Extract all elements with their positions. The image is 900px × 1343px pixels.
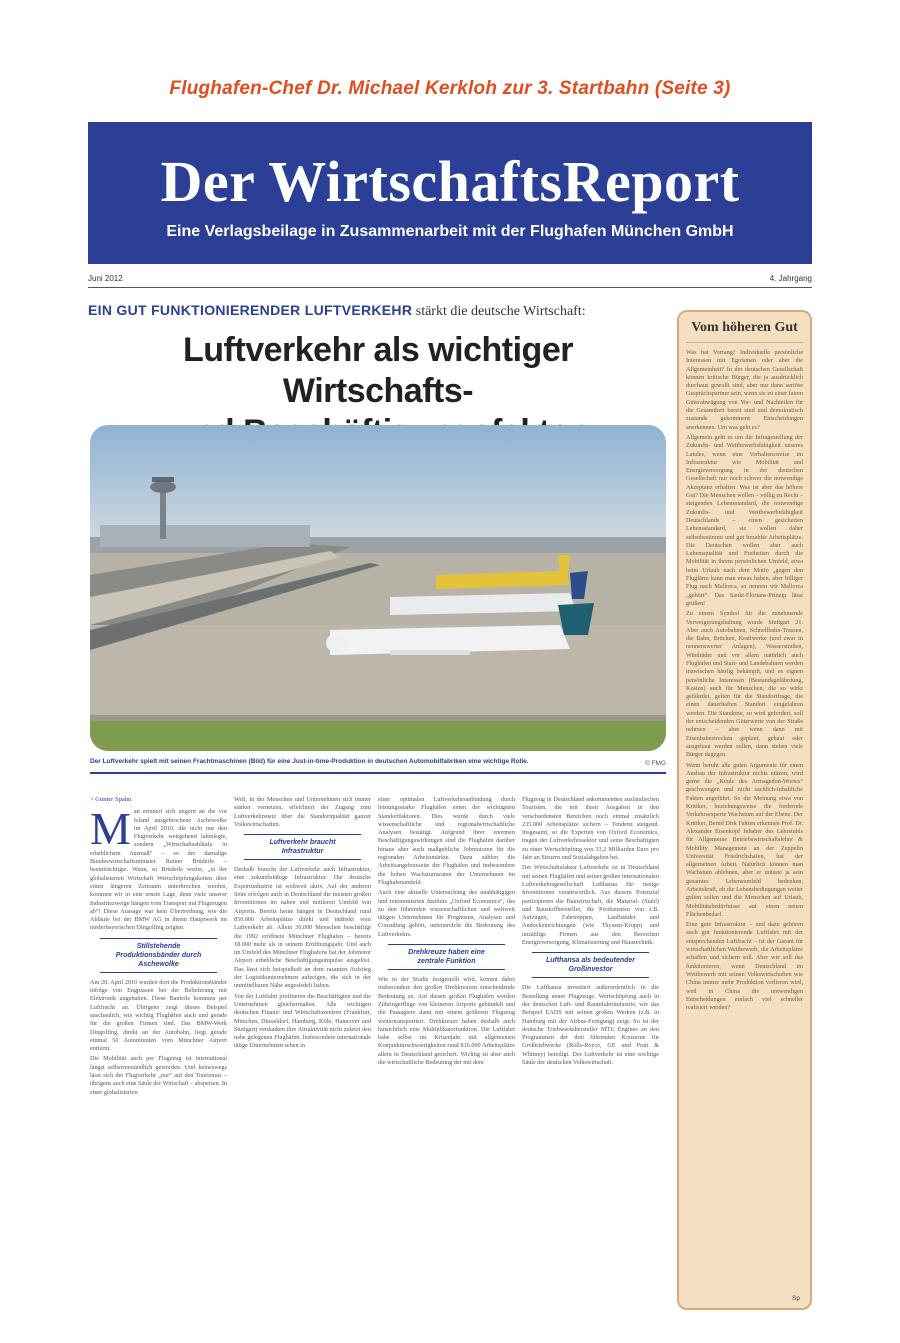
body-paragraph: einer optimalen Luftverkehrsanbindung durch leistungsstarke Flughäfen einen der wichtigsten Standortfaktoren. Dies wurde durch viele wissenschaftliche und regionalwirtschaftliche Analysen bestätigt. Aufgrund ihrer enormen Beschäftigungswirkungen sind die Flughäfen darüber hinaus aber auch maßgebliche Jobmotoren für die regionalen Arbeitsmärkte. Dazu zählen die Arbeitsangebotsseite der Flughäfen und insbesondere die hohen Wachstumsraten der Unternehmen im Flughafenumfeld. [378, 796, 515, 886]
issue-volume: 4. Jahrgang [769, 274, 812, 283]
masthead [88, 122, 812, 264]
sidebar-paragraph: Allgemein geht es um die Infragestellung der Zukunfts- und Wettbewerbsfähigkeit unseres Landes, wenn eine Verhaltensweise im Infrastruktur wie Mobilität und Energieversorgung in der deutschen Gesellschaft nur noch schwer die notwendige Akzeptanz erhalten. Was ist aber das höhere Gut? Die Menschen wollen – völlig zu Recht – steigenden Lebensstandard, die notwendige Zukunfts- und Wettbewerbsfähigkeit Deutschlands – einen gesicherten Lebensstandard, sie wollen daher selbstbestimmt und gut bezahlte Arbeitsplätze. Die Deutschen wollen aber auch Lebensqualität und Freiheiten durch die Mobilität in ihrem persönlichen Umfeld, etwa beim Urlaub nach dem Motto „gegen den Fluglärm kann man etwas haben, aber billiger Flug nach Mallorca, so nennen wir Mallorca „gehört“. Das Sankt-Florians-Prinzip lässt grüßen! [686, 433, 803, 607]
article-author: > Günter Spahn [90, 796, 132, 803]
newspaper-title: Der WirtschaftsReport [160, 149, 740, 214]
subhead-aschewolke: Stillstehende Produktionsbänder durch Aschewolke [100, 938, 217, 973]
sidebar-title: Vom höheren Gut [686, 320, 803, 343]
issue-line [88, 272, 812, 288]
lead-paragraph [90, 803, 227, 932]
body-paragraph: Welt, in der Menschen und Unternehmen sich immer stärker vernetzen, erleichtert der Zugang zum Luftverkehrsnetz über die Standortqualität ganzer Volkswirtschaften. [234, 796, 371, 828]
newspaper-subtitle: Eine Verlagsbeilage in Zusammenarbeit mit der Flughafen München GmbH [166, 223, 734, 240]
sidebar-paragraph: Wenn beruht alle guten Argumente für einen Ausbau der Infrastruktur nichts nützen, wird gerne die „Keule des Armagedon-Wortes“ geschwungen und nicht sachlich-inhaltliche Fakten angeführt. So die Meinung etwa von Kritiker, beziehungsweise die fordernde Verkehrsexperte Wachstum auf der Ebene. Der Kritiker, Bernd Dirk Fakten erkennen Prof. Dr. Alexander Eisenkopf Inhaber des Lehrstuhls für Allgemeine Betriebswirtschaftslehre & Mobility Management an der Zeppelin Universität Friedrichshafen, hat der allgemeinen Arbeit. Natürlich können man Wachstum ablehnen, aber er müsste ja sein gesamtes Lebensumfeld bedenken, Arbeitskraft, ob die Lebensbedingungen weiter gelten sollen und die Menschen auf Urlaub, Mobilitätsbedürfnisse auf einen neuen Flächenbedarf. [686, 761, 803, 918]
article-column-1 [90, 796, 227, 1099]
body-paragraph: Die Mobilität auch per Flugzeug ist international längst selbstverständlich geworden. Und keineswegs lässt sich der Flugverkehr „nur“ auf den Tourismus – übrigens auch eine Säule der Wirtschaft – abspeisen. In einer globalisierten [90, 1055, 227, 1096]
airport-photo-illustration [90, 425, 666, 751]
sidebar-paragraph: Was hat Vorrang? Individuelle persönliche Interessen mit Egoismen oder aber die Allgemeinheit? In der deutschen Gesellschaft können kritische Bürger, die ja ausdrücklich durchaus gewollt sind, aber nur dann seriöse Gesprächspartner sein, wenn sie zu einer fairen Güterabwägung von Vor- und Nachteilen für die Gesamtheit bereit sind und demokratisch zustande gekommene Entscheidungen anerkennen. Um was geht es? [686, 349, 803, 431]
body-paragraph: Deshalb braucht der Luftverkehr auch Infrastruktur, eine zukunftsfähige Infrastruktur. Die deutsche Exportindustrie ist weltweit aktiv. Auf der anderen Seite erfolgen auch in Deutschland die meisten großen Investitionen im nahen und mittleren Umfeld von Airports. Bereits heute hängen in Deutschland rund 850.000 Arbeitsplätze direkt und indirekt vom Luftverkehr ab. Allein 30.000 Menschen beschäftigt die 1992 eröffnete Münchner Flughafen – bereits 18.000 mehr als in seinem Eröffnungsjahr. Und auch im Umfeld des Münchner Flughafens hat der Jobmotor Airport erhebliche Beschäftigungsimpulse ausgelöst. Das lässt sich beispielhaft an dem rasanten Aufstieg der Logistikunternehmen aufzeigen, die sich in der unmittelbaren Nähe angesiedelt haben. [234, 866, 371, 990]
kicker-caps: EIN GUT FUNKTIONIERENDER LUFTVERKEHR [88, 302, 413, 318]
body-paragraph: Von der Luftfahrt profitieren die Beschäftigten und die Unternehmen gleichermaßen. Alle wichtigen deutschen Finanz- und Wirtschaftszentren (Frankfurt, München, Düsseldorf, Hamburg, Köln, Hannover und Stuttgart) verdanken ihre Attraktivität nicht zuletzt den nahe gelegenen Flughäfen. Insbesondere internationale tätige Unternehmen sehen in [234, 992, 371, 1050]
article-column-4 [522, 796, 659, 1069]
caption-text: Der Luftverkehr spielt mit seinen Frachtmaschinen (Bild) für eine Just-in-time-Produktion in deutschen Automobilfabriken eine wichtige Rolle. [90, 758, 529, 765]
body-paragraph: Flugzeug in Deutschland ankommenden ausländischen Touristen, die mit ihren Ausgaben in den verschiedensten Bereichen noch einmal zusätzlich 235.000 Arbeitsplätze sichern – Tendenz steigend. Insgesamt, so die Experten von Oxford Economics, tragen der Luftverkehrssektor und seine Beschäftigten zu einer Wertschöpfung von 33,2 Milliarden Euro pro Jahr an Steuern und Sozialabgaben bei. [522, 796, 659, 862]
lead-text: an erinnert sich ungern an die vor Island ausgebrochene Aschewolke im April 2010, die nicht nur den Flugverkehr weitgehend lahmlegte, sondern „Wirtschaftsabläufe in erheblichem Ausmaß“ – so der damalige Bundeswirtschaftsminister Rainer Brüderle – beeinträchtigte. Wenn, so Brüderle weiter, „in der globalisierten Wirtschaft Wertschöpfungsketten über einen längeren Zeitraum unterbrochen werden, kommen wir in eine ernste Lage, denn viele unserer Industriezweige hängen vom Transport mit Flugzeugen ab“! Diese Aussage war kein Übertreibung, wie die Abläufe bei der BMW AG in ihrem Hauptwerk im niederbayerischen Dingolfing zeigten. [90, 808, 227, 932]
photo-caption [90, 758, 666, 774]
subhead-drehkreuze: Drehkreuze haben eine zentrale Funktion [388, 944, 505, 970]
kicker-rest: stärkt die deutsche Wirtschaft: [412, 304, 586, 319]
subhead-infrastruktur: Luftverkehr braucht Infrastruktur [244, 834, 361, 860]
sidebar-body [686, 349, 803, 1012]
body-paragraph: Wie in der Studie festgestellt wird, kommt dabei insbesondere den großen Drehkreuzen entscheidende Bedeutung zu. Auf diesen großen Flughäfen werden Zubringerflüge von kleineren Airports gebündelt und die Passagiere dann mit einem größeren Flugzeug weitertransportiert. Drehkreuze haben deshalb auch hinsichtlich eine Multiplikatorfunktion. Die Luftfahrt habe selbst im Krisenjahr mit allgemeinen Konjunkturschwierigkeiten rund 816.000 Arbeitsplätze allein in Deutschland gesichert. Wichtig ist aber auch die wirtschaftliche Bedeutung der mit dem [378, 976, 515, 1067]
body-paragraph: Die Lufthansa investiert außerordentlich in die Bestellung neuer Flugzeuge. Wertschöpfung auch in der deutschen Luft- und Raumfahrtindustrie, wie das Beispiel EADS mit seinen großen Werken (z.B. in Hamburg mit der Airbus-Fertigung) zeigt. So ist der deutsche Triebwerkshersteller MTU Engines an den Programmen der drei führenden Konzerne für Großtriebwerke (Rolls-Royce, GE und Pratt & Whitney) beteiligt. Der Luftverkehr ist eine wichtige Säule der deutschen Volkswirtschaft. [522, 984, 659, 1067]
headline-line-1: Luftverkehr als wichtiger Wirtschafts- [183, 331, 573, 410]
article-kicker [88, 302, 668, 320]
sidebar-paragraph: Eine gute Infrastruktur – und dazu gehören auch gut funktionierende Luftfahrt mit der entsprechenden Luftfracht – ist der Garant für wirtschaftlichen Wettbewerb, die Arbeitsplätze schaffen und sichern soll. Aber wie soll das funktionieren, wenn Deutschland im Wettbewerb mit seinen Volkswirtschaften wie China immer mehr Produktion verlieren wird, weil in China die notwendigen Entscheidungen einfach viel schneller realisiert werden? [686, 921, 803, 1012]
photo-credit: © FMG [644, 760, 666, 767]
drop-cap: M [90, 803, 131, 855]
issue-date: Juni 2012 [88, 274, 123, 283]
body-paragraph: Auch eine aktuelle Untersuchung des unabhängigen und renommierten Instituts „Oxford Economics“, das zu den führenden wissenschaftlichen und weltweit tätigen Unternehmen für Prognosen, Analysen und Consulting gehört, unterstreicht die Bedeutung des Luftverkehrs. [378, 889, 515, 938]
body-paragraph: Der Wirtschaftsfaktor Luftverkehr ist in Deutschland mit seinen Flughäfen und seiner großen internationalen Luftverkehrsgesellschaft Lufthansa für riesige Investitionen verantwortlich. Aus diesem Potenzial partizipieren die Bauwirtschaft, die Material- (Stahl) und Baustoffhersteller, die Produzenten von z.B. Aufzügen, Fahrtreppen, Laufbänder und Andockeinrichtungen (wie Thyssen-Krupp) und unzählige Firmen aus den Bereichen Energieversorgung, Klimatisierung und Haustechnik. [522, 864, 659, 947]
article-column-2 [234, 796, 371, 1053]
body-paragraph: Am 20. April 2010 wurden dort die Produktionsbänder infolge von Engpässen bei der Belieferung mit Elektronik angehalten. Diese Bauteile kommen per Luftfracht an. Übrigens zeigt dieses Beispiel anschaulich, wie wichtig Flughäfen auch und gerade für die großen Firmen sind. Das BMW-Werk Dingolfing, direkt an der Autobahn, liegt gerade einmal 50 Autominuten vom Münchner Airport entfernt. [90, 978, 227, 1053]
cover-teaser: Flughafen-Chef Dr. Michael Kerkloh zur 3. Startbahn (Seite 3) [169, 78, 731, 99]
airport-photo [90, 425, 666, 751]
commentary-sidebar [677, 310, 812, 1310]
sidebar-paragraph: Zu einem Symbol für die zunehmende Verweigerungshaltung wurde Stuttgart 21. Aber auch Autobahnen, Schnellbahn-Trassen, die Bahn, Brücken, Kraftwerke (und zwar in nennenswerter Anlagen), Wasserstraßen, Windräder und vor allem natürlich auch Flughäfen und Start- und Landebahnen werden inzwischen häufig bekämpft, und es eignen persönliche Interessen (Bestandsgefährdung, Kosten) auch für Menschen, die so wirkt gefährdet, gelten für die Standortfrage, die einen dauerhaften Standort eingefahren werden. Die Standorte, so wird gefordert, soll der entscheidenden Güterwerte von der Straße nehmen – aber wenn dann mit Eisenbahnstrecken geplant, gebaut oder ausgebaut werden sollen, dann stehen viele Bürger dagegen. [686, 610, 803, 759]
sidebar-signature: Sp [792, 1295, 800, 1302]
article-column-3 [378, 796, 515, 1069]
subhead-lufthansa: Lufthansa als bedeutender Großinvestor [532, 952, 649, 978]
